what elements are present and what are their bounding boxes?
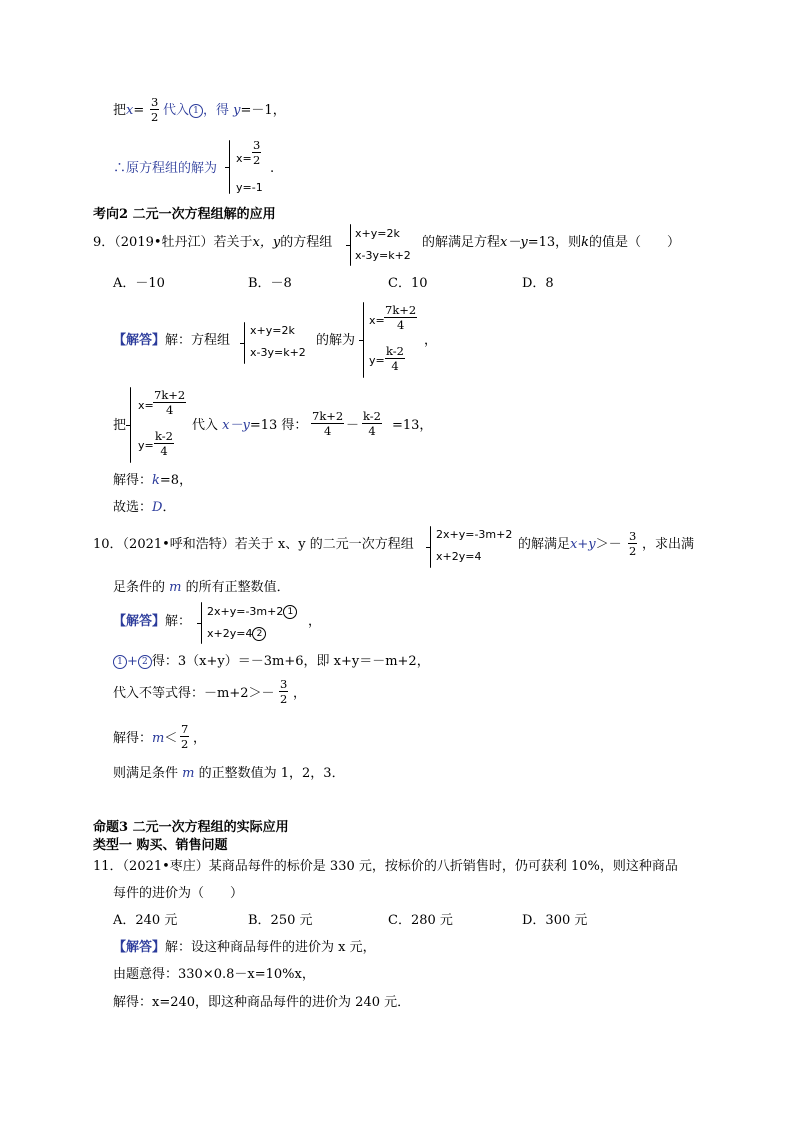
text: 代入 <box>192 418 219 433</box>
fraction <box>150 95 159 124</box>
answer-11-line1 <box>113 940 376 956</box>
fraction <box>362 409 382 438</box>
text: （2019•牡丹江）若关于 <box>114 235 253 250</box>
question-number: 10． <box>93 537 123 552</box>
option-d: D．8 <box>522 276 554 291</box>
text: 解得： <box>113 731 153 746</box>
answer-9-choice <box>113 500 175 516</box>
fraction <box>154 429 174 458</box>
equation: x-3y=k+2 <box>250 346 306 359</box>
equation: y= <box>369 354 385 367</box>
fraction <box>311 409 344 438</box>
answer-tag: 【解答】 <box>113 940 166 955</box>
text: （2021•呼和浩特）若关于 x、y 的二元一次方程组 <box>122 537 414 552</box>
substitute-text <box>192 418 307 434</box>
equation <box>207 627 266 641</box>
text: 的方程组 <box>280 235 333 250</box>
denominator: 2 <box>253 153 261 167</box>
numerator: 3 <box>253 138 261 152</box>
minus-sign: － <box>346 418 360 433</box>
text: =13，则 <box>527 235 582 250</box>
text: ， <box>193 731 207 746</box>
option-a: A．240 元 <box>113 913 178 928</box>
text: 解：方程组 <box>165 333 231 348</box>
answer-tag: 【解答】 <box>113 614 166 629</box>
numerator: 7 <box>181 722 189 736</box>
var-k: k <box>152 473 160 488</box>
text: 的解满足方程 <box>422 235 501 250</box>
text: 得：3（x+y）＝－3m+6，即 x+y＝－m+2， <box>151 654 430 669</box>
question-11-line1: 11．（2021•枣庄）某商品每件的标价是 330 元，按标价的八折销售时，仍可获利 10%，则这种商品 <box>93 859 678 874</box>
numerator: k-2 <box>386 344 404 358</box>
denominator: 4 <box>165 403 174 417</box>
denominator: 4 <box>160 444 168 458</box>
denominator: 4 <box>368 424 376 438</box>
equation: x+y=2k <box>250 324 295 337</box>
var-m: m <box>169 580 182 595</box>
numerator: 7k+2 <box>385 303 417 317</box>
period: . <box>270 161 275 176</box>
equation <box>207 605 297 619</box>
equation: x-3y=k+2 <box>355 249 411 262</box>
denominator: 2 <box>151 110 159 124</box>
solution-conclusion: ∴原方程组的解为 <box>113 161 218 176</box>
numerator: 7k+2 <box>312 409 344 423</box>
text: 的解为 <box>316 333 356 348</box>
equation: y= <box>138 439 154 452</box>
text: ， <box>308 614 322 629</box>
brace <box>244 322 245 364</box>
condition: x+y <box>570 537 596 552</box>
circled-number: 1 <box>113 655 127 669</box>
question-9 <box>93 235 332 251</box>
plus: + <box>127 654 138 669</box>
text: 把 <box>113 103 127 118</box>
choice: D <box>152 500 163 515</box>
answer-10-intro <box>113 614 191 630</box>
fraction <box>279 677 288 706</box>
vars: x，y <box>252 235 281 250</box>
text: =13 得： <box>249 418 308 433</box>
text: 的解满足 <box>518 537 571 552</box>
answer-10-step4 <box>113 766 345 782</box>
denominator: 2 <box>181 737 189 751</box>
answer-11-line2: 由题意得：330×0.8－x=10%x， <box>113 967 315 982</box>
text: ＜ <box>164 731 178 746</box>
text: ，得 <box>203 103 230 118</box>
text: ． <box>162 500 176 515</box>
text: ， <box>424 333 438 348</box>
circled-number: 2 <box>138 655 152 669</box>
numerator: k-2 <box>363 409 381 423</box>
text: =13， <box>392 418 433 433</box>
text: 则满足条件 <box>113 766 179 781</box>
denominator: 2 <box>629 544 637 558</box>
text: = <box>133 103 145 118</box>
text: 的所有正整数值． <box>185 580 290 595</box>
text: 解：设这种商品每件的进价为 x 元， <box>165 940 376 955</box>
equation: x+2y=4 <box>436 550 482 563</box>
answer-9-intro <box>113 333 230 349</box>
text: 解得： <box>113 473 153 488</box>
text: =8， <box>159 473 193 488</box>
option-a: A．－10 <box>113 276 165 291</box>
text: 代入 <box>163 103 190 118</box>
question-number: 9． <box>93 235 115 250</box>
question-10-line2 <box>113 580 290 596</box>
brace <box>350 224 351 266</box>
text: 把 <box>113 418 127 433</box>
equation-text: x+2y=4 <box>207 627 253 640</box>
question-11-line2: 每件的进价为（ ） <box>113 886 244 901</box>
solution-line-substitute-tail <box>163 103 286 119</box>
numerator: 3 <box>280 677 288 691</box>
answer-9-solve <box>113 473 192 489</box>
fraction <box>385 344 405 373</box>
section-heading: 命题3 二元一次方程组的实际应用 <box>93 820 289 835</box>
answer-tag: 【解答】 <box>113 333 166 348</box>
numerator: k-2 <box>155 429 173 443</box>
circled-number: 2 <box>252 627 266 641</box>
option-c: C．10 <box>388 276 428 291</box>
equation: y=-1 <box>236 181 263 194</box>
answer-10-step3 <box>113 731 177 747</box>
equation: 2x+y=-3m+2 <box>436 528 513 541</box>
denominator: 4 <box>323 424 332 438</box>
answer-10-step2: 代入不等式得：－m+2＞－ <box>113 686 275 701</box>
circled-number: 1 <box>189 104 203 118</box>
fraction <box>628 529 637 558</box>
text: ， <box>293 686 307 701</box>
brace <box>201 602 202 644</box>
solution-line-substitute <box>113 103 144 119</box>
numerator: 3 <box>629 529 637 543</box>
equation-text: 2x+y=-3m+2 <box>207 605 284 618</box>
condition: x－y <box>222 418 250 433</box>
text: 足条件的 <box>113 580 166 595</box>
equation: x= <box>236 152 252 165</box>
fraction <box>180 722 189 751</box>
brace <box>363 302 364 378</box>
var-y: y <box>233 103 241 118</box>
question-9-tail <box>422 235 680 251</box>
var-k: k <box>581 235 590 250</box>
brace <box>229 140 230 194</box>
denominator: 4 <box>391 359 399 373</box>
denominator: 2 <box>280 692 288 706</box>
var-m: m <box>182 766 195 781</box>
option-b: B．250 元 <box>248 913 313 928</box>
section-heading: 考向2 二元一次方程组解的应用 <box>93 207 276 222</box>
option-d: D．300 元 <box>522 913 588 928</box>
denominator: 4 <box>396 318 405 332</box>
numerator: 3 <box>151 95 159 109</box>
var-x: x <box>126 103 134 118</box>
text: 故选： <box>113 500 153 515</box>
brace <box>430 526 431 568</box>
equation: x= <box>138 399 154 412</box>
fraction <box>384 303 417 332</box>
fraction <box>153 388 186 417</box>
answer-11-line3: 解得：x=240，即这种商品每件的进价为 240 元． <box>113 995 411 1010</box>
equation: x= <box>369 314 385 327</box>
text: 的正整数值为 1，2，3． <box>198 766 345 781</box>
var-m: m <box>152 731 165 746</box>
question-10 <box>93 537 414 553</box>
subsection-heading: 类型一 购买、销售问题 <box>93 838 228 853</box>
circled-number: 1 <box>283 605 297 619</box>
brace <box>130 387 131 463</box>
fraction <box>252 138 261 167</box>
condition: x－y <box>500 235 528 250</box>
text: ＞－ <box>595 537 622 552</box>
option-c: C．280 元 <box>388 913 453 928</box>
option-b: B．－8 <box>248 276 292 291</box>
equation: x+y=2k <box>355 227 400 240</box>
text: =－1， <box>240 103 286 118</box>
text: ，求出满 <box>642 537 695 552</box>
answer-10-step1 <box>113 654 430 670</box>
text: 的值是（ ） <box>589 235 681 250</box>
question-10-tail <box>518 537 622 553</box>
numerator: 7k+2 <box>154 388 186 402</box>
text: 解： <box>165 614 192 629</box>
